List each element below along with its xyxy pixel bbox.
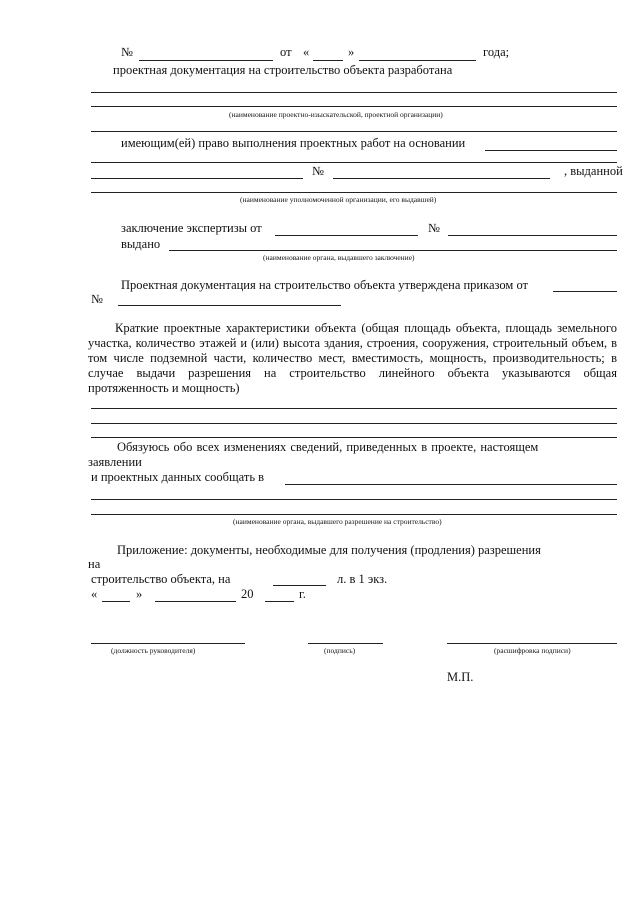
sheet-count-label: л. в 1 экз.: [337, 572, 388, 586]
doc-developed-text: проектная документация на строительство объекта разработана: [113, 63, 453, 77]
basis-number-label: №: [312, 164, 324, 178]
expertise-issued-label: выдано: [121, 237, 161, 251]
basis-line[interactable]: [91, 162, 617, 163]
date-quote-close: »: [136, 587, 143, 601]
basis-doc-field[interactable]: [91, 178, 303, 179]
date-year-field[interactable]: [265, 601, 294, 602]
expertise-label: заключение экспертизы от: [121, 221, 262, 235]
expertise-number-label: №: [428, 221, 440, 235]
number-field[interactable]: [139, 60, 273, 61]
org-line-3[interactable]: [91, 131, 617, 132]
appendix-line-3: строительство объекта, на: [91, 572, 231, 586]
obligation-line-a[interactable]: [91, 499, 617, 500]
stamp-place: М.П.: [447, 670, 474, 684]
expertise-issuer-field[interactable]: [169, 250, 617, 251]
characteristics-line-3[interactable]: [91, 437, 617, 438]
approval-text: Проектная документация на строительство объекта утверждена приказом от: [121, 278, 529, 292]
signature-field[interactable]: [308, 643, 383, 644]
sheet-count-field[interactable]: [273, 585, 326, 586]
basis-number-field[interactable]: [333, 178, 550, 179]
approval-number-field[interactable]: [118, 305, 341, 306]
characteristics-line-2[interactable]: [91, 423, 617, 424]
date-day-field[interactable]: [102, 601, 130, 602]
org-line-1[interactable]: [91, 92, 617, 93]
obligation-caption: (наименование органа, выдавшего разрешение на строительство): [233, 517, 442, 526]
rights-field[interactable]: [485, 150, 617, 151]
date-year-prefix: 20: [241, 587, 254, 601]
expertise-caption: (наименование органа, выдавшего заключение): [263, 253, 415, 262]
from-label: от: [280, 45, 292, 59]
obligation-line-2: заявлении: [88, 455, 142, 469]
characteristics-paragraph: Краткие проектные характеристики объекта (общая площадь объекта, площадь земельного участка, количество этажей и (или) высота здания, строения, сооружения, строительный объем, в том числе подземной части, количество мест, вместимость, мощность, производительность; в случае выдачи разрешения на строительство линейного объекта указываются общая протяженность и мощность): [88, 321, 617, 395]
obligation-line-3: и проектных данных сообщать в: [91, 470, 265, 484]
date-month-field[interactable]: [155, 601, 236, 602]
date-year-suffix: г.: [299, 587, 306, 601]
number-label: №: [121, 45, 133, 59]
org-line-2[interactable]: [91, 106, 617, 107]
rights-text: имеющим(ей) право выполнения проектных работ на основании: [121, 136, 466, 150]
month-year-field[interactable]: [359, 60, 476, 61]
org-caption: (наименование проектно-изыскательской, проектной организации): [229, 110, 443, 119]
obligation-line-b[interactable]: [91, 514, 617, 515]
name-caption: (расшифровка подписи): [494, 646, 571, 655]
issued-by-label: , выданной: [564, 164, 623, 178]
expertise-number-field[interactable]: [448, 235, 617, 236]
position-field[interactable]: [91, 643, 245, 644]
quote-close: »: [348, 45, 355, 59]
date-quote-open: «: [91, 587, 98, 601]
obligation-authority-field[interactable]: [285, 484, 617, 485]
characteristics-line-1[interactable]: [91, 408, 617, 409]
expertise-date-field[interactable]: [275, 235, 418, 236]
obligation-line-1: Обязуюсь обо всех изменениях сведений, приведенных в проекте, настоящем: [117, 440, 539, 454]
authority-line[interactable]: [91, 192, 617, 193]
signature-caption: (подпись): [324, 646, 356, 655]
appendix-line-1: Приложение: документы, необходимые для получения (продления) разрешения: [117, 543, 541, 557]
day-field[interactable]: [313, 60, 343, 61]
year-label: года;: [483, 45, 510, 59]
approval-date-field[interactable]: [553, 291, 617, 292]
name-field[interactable]: [447, 643, 617, 644]
quote-open: «: [303, 45, 310, 59]
position-caption: (должность руководителя): [111, 646, 196, 655]
authority-caption: (наименование уполномоченной организации, его выдавшей): [240, 195, 437, 204]
appendix-line-2: на: [88, 557, 101, 571]
approval-number-label: №: [91, 292, 103, 306]
